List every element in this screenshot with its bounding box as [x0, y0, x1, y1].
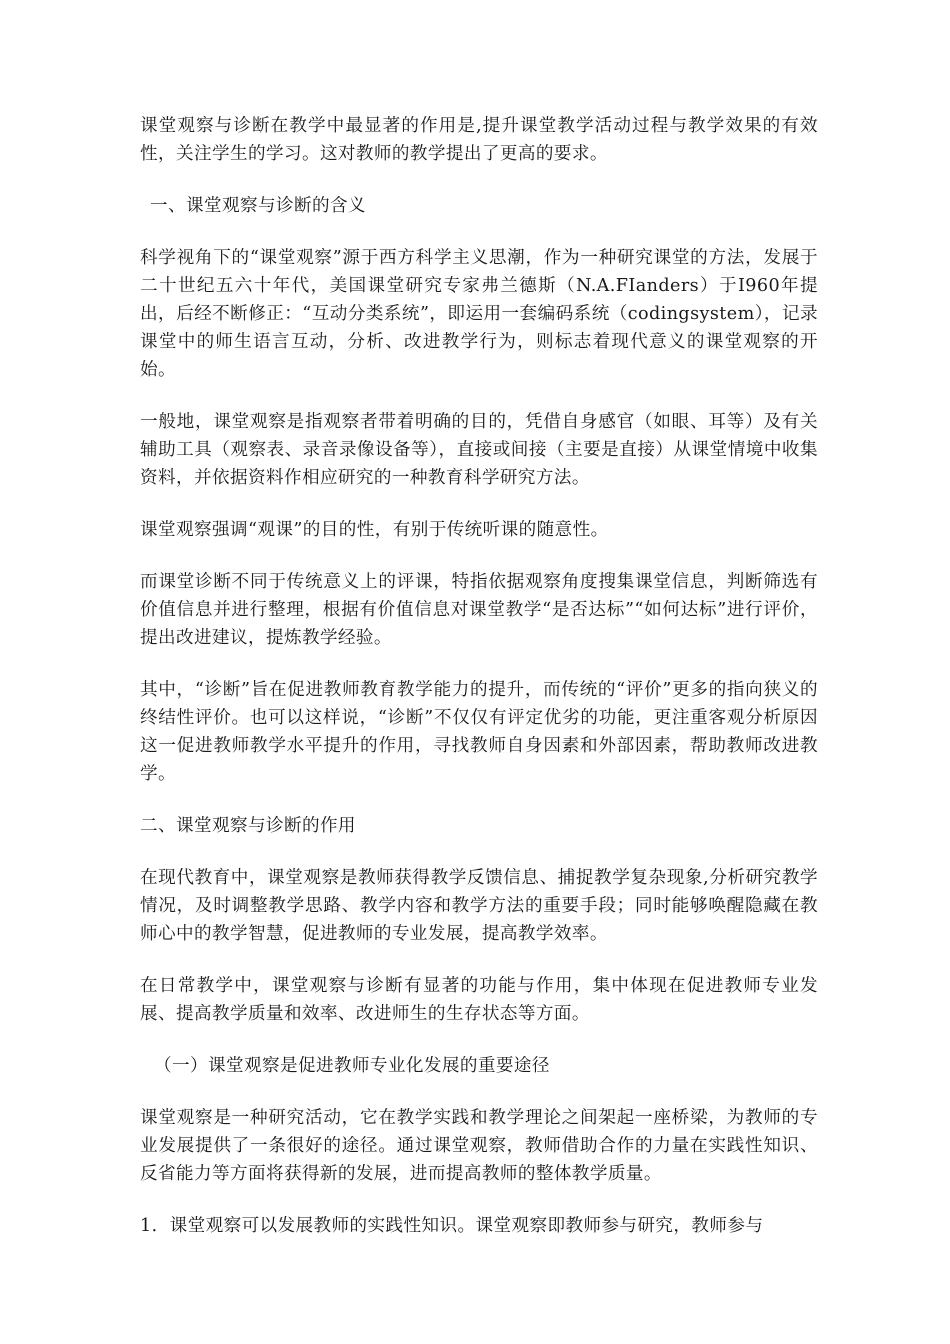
intro-paragraph: 课堂观察与诊断在教学中最显著的作用是,提升课堂教学活动过程与教学效果的有效性，关注学生的学习。这对教师的教学提出了更高的要求。 — [140, 116, 818, 164]
document-body — [140, 112, 818, 1240]
section-heading-function: 二、课堂观察与诊断的作用 — [140, 816, 356, 836]
paragraph-diagnosis: 而课堂诊断不同于传统意义上的评课，特指依据观察角度搜集课堂信息，判断筛选有价值信息并进行整理，根据有价值信息对课堂教学“是否达标”“如何达标”进行评价，提出改进建议，提炼教学经验。 — [140, 572, 818, 648]
paragraph-practical-knowledge: 1．课堂观察可以发展教师的实践性知识。课堂观察即教师参与研究，教师参与 — [140, 1216, 764, 1236]
paragraph-purpose: 课堂观察强调“观课”的目的性，有别于传统听课的随意性。 — [140, 520, 609, 540]
paragraph-research-activity: 课堂观察是一种研究活动，它在教学实践和教学理论之间架起一座桥梁，为教师的专业发展提供了一条很好的途径。通过课堂观察，教师借助合作的力量在实践性知识、反省能力等方面将获得新的发展，进而提高教师的整体教学质量。 — [140, 1108, 818, 1184]
paragraph-diagnosis-evaluation: 其中，“诊断”旨在促进教师教育教学能力的提升，而传统的“评价”更多的指向狭义的终结性评价。也可以这样说，“诊断”不仅仅有评定优劣的功能，更注重客观分析原因这一促进教师教学水平提升的作用，寻找教师自身因素和外部因素，帮助教师改进教学。 — [140, 680, 818, 784]
paragraph-daily-teaching: 在日常教学中，课堂观察与诊断有显著的功能与作用，集中体现在促进教师专业发展、提高教学质量和效率、改进师生的生存状态等方面。 — [140, 976, 818, 1024]
paragraph-modern-education: 在现代教育中，课堂观察是教师获得教学反馈信息、捕捉教学复杂现象,分析研究教学情况，及时调整教学思路、教学内容和教学方法的重要手段；同时能够唤醒隐藏在教师心中的教学智慧，促进教师的专业发展，提高教学效率。 — [140, 868, 818, 944]
subsection-heading-professional: （一）课堂观察是促进教师专业化发展的重要途径 — [154, 1056, 550, 1076]
paragraph-definition: 一般地，课堂观察是指观察者带着明确的目的，凭借自身感官（如眼、耳等）及有关辅助工具（观察表、录音录像设备等），直接或间接（主要是直接）从课堂情境中收集资料，并依据资料作相应研究的一种教育科学研究方法。 — [140, 412, 818, 488]
paragraph-origin: 科学视角下的“课堂观察”源于西方科学主义思潮，作为一种研究课堂的方法，发展于二十世纪五六十年代，美国课堂研究专家弗兰德斯（N.A.FIanders）于I960年提出，后经不断修正：“互动分类系统”，即运用一套编码系统（codingsystem），记录课堂中的师生语言互动，分析、改进教学行为，则标志着现代意义的课堂观察的开始。 — [140, 248, 818, 380]
section-heading-meaning: 一、课堂观察与诊断的含义 — [150, 196, 366, 216]
